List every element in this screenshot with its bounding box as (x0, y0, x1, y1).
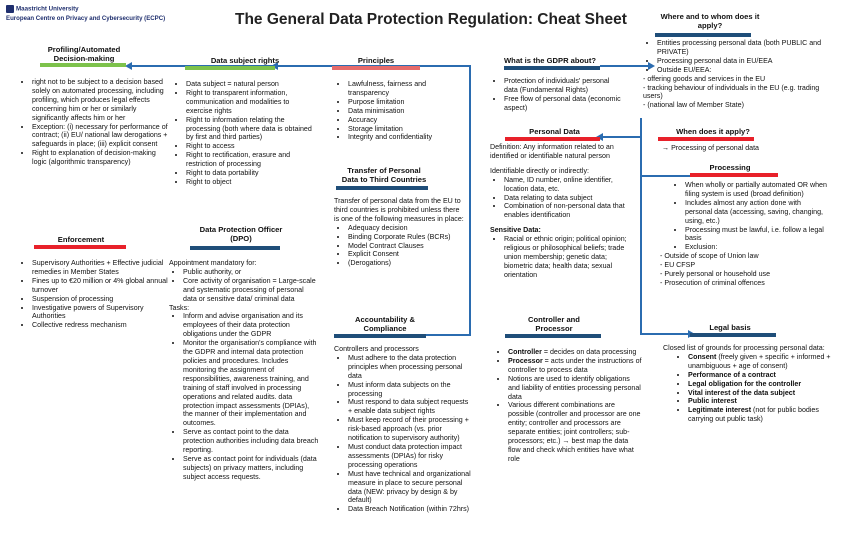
gdpr-about-bar (504, 66, 600, 70)
list-item: • Must inform data subjects on the processing (348, 381, 474, 399)
principles-section (334, 80, 464, 142)
vital-interest-term: Vital interest of the data subject (688, 388, 796, 397)
where-section (643, 39, 823, 110)
enforcement-bar (34, 245, 126, 249)
list-item (688, 406, 833, 424)
controller-heading: Controller and Processor (528, 315, 580, 333)
list-item (508, 375, 642, 402)
legal-basis-intro: Closed list of grounds for processing personal data: (663, 344, 825, 352)
dash-item: - Prosecution of criminal offences (660, 278, 765, 287)
dpo-bar (190, 246, 280, 250)
legitimate-interest-text: (not for public bodies carrying out public task) (688, 406, 819, 424)
contract-term: Performance of a contract (688, 370, 776, 379)
list-item: • Combination of non-personal data that enables identification (504, 202, 635, 220)
list-item: • Right to transparent information, communication and modalities to exercise rights (186, 89, 312, 116)
list-item (688, 380, 833, 389)
legal-basis-bar (690, 333, 776, 337)
consent-text: (freely given + specific + informed + unambiguous + age of consent) (688, 352, 831, 370)
list-item: • Data subject = natural person (186, 80, 312, 89)
list-item: • Outside EU/EEA: (657, 66, 823, 75)
transfer-intro: Transfer of personal data from the EU to third countries is prohibited unless there is one of the following measures in place: (334, 197, 464, 223)
list-item: • Serve as contact point for individuals (data subjects) on privacy matters, including subject access requests. (183, 455, 319, 482)
list-item: • Right to object (186, 178, 312, 187)
list-item: • Must have technical and organizational measure in place to secure personal data (NEW: privacy by design & by default) (348, 470, 474, 506)
subject-rights-bar (185, 66, 275, 70)
legal-basis-heading: Legal basis (709, 323, 751, 332)
transfer-section (334, 197, 464, 268)
controller-term: Controller (508, 348, 542, 356)
dpo-section (169, 259, 319, 482)
list-item: • Name, ID number, online identifier, location data, etc. (504, 176, 635, 194)
dash-item: - offering goods and services in the EU (643, 74, 766, 83)
list-item: • Explicit Consent (348, 250, 464, 259)
list-item: • Suspension of processing (32, 295, 168, 304)
list-item: • Must respond to data subject requests + enable data subject rights (348, 398, 474, 416)
list-item (688, 371, 833, 380)
transfer-heading: Transfer of Personal Data to Third Countries (341, 166, 427, 184)
list-item: • Processing must be lawful, i.e. follow a legal basis (685, 226, 830, 244)
processing-section (660, 181, 830, 288)
list-item (508, 357, 642, 375)
list-item (508, 401, 642, 463)
sensitive-label: Sensitive Data: (490, 226, 541, 235)
list-item: • Adequacy decision (348, 224, 464, 233)
logo (6, 5, 206, 22)
controller-text: = decides on data processing (541, 348, 637, 356)
list-item: • Lawfulness, fairness and transparency (348, 80, 464, 98)
personal-data-bar (505, 137, 600, 141)
list-item (688, 389, 833, 398)
list-item: • Protection of individuals' personal data (Fundamental Rights) (504, 77, 625, 95)
dpo-intro: Appointment mandatory for: (169, 259, 257, 267)
list-item: • (Derogations) (348, 259, 464, 268)
list-item: • Must keep record of their processing + risk-based approach (vs. prior notification to supervisory authority) (348, 416, 474, 443)
gdpr-about-section (490, 77, 625, 113)
gdpr-about-heading: What is the GDPR about? (504, 56, 596, 65)
list-item: • Public authority, or (183, 268, 319, 277)
connector-line (640, 118, 642, 333)
dpo-heading: Data Protection Officer (DPO) (199, 225, 283, 243)
list-item: • Supervisory Authorities + Effective judicial remedies in Member States (32, 259, 168, 277)
list-item: • Right to rectification, erasure and restriction of processing (186, 151, 312, 169)
list-item: • Right to information relating the processing (both where data is obtained by first and third parties) (186, 116, 312, 143)
connector-line (426, 334, 471, 336)
enforcement-heading: Enforcement (57, 235, 105, 244)
principles-bar (332, 66, 420, 70)
when-text: → Processing of personal data (662, 144, 760, 152)
arrow-left-icon (125, 62, 132, 70)
list-item: • Entities processing personal data (both PUBLIC and PRIVATE) (657, 39, 823, 57)
list-item: • right not to be subject to a decision based solely on automated processing, including profiling, which produces legal effects concerning him or her or similarly significantly affects him or her (32, 78, 168, 123)
list-item: • Inform and advise organisation and its employees of their data protection obligations under the GDPR (183, 312, 319, 339)
connector-line (640, 333, 690, 335)
list-item: • Must adhere to the data protection principles when processing personal data (348, 354, 474, 381)
list-item: • Right to data portability (186, 169, 312, 178)
processing-bar (690, 173, 778, 177)
personal-data-section (490, 143, 635, 280)
list-item: • Storage limitation (348, 125, 464, 134)
personal-data-definition: Definition: Any information related to an identified or identifiable natural person (490, 143, 614, 160)
list-item: • Right to explanation of decision-making logic (algorithmic transparency) (32, 149, 168, 167)
dash-item: - EU CFSP (660, 261, 696, 270)
list-item: • Free flow of personal data (economic aspect) (504, 95, 625, 113)
list-item: • Exclusion: (685, 243, 830, 252)
list-item: • Integrity and confidentiality (348, 133, 464, 142)
dash-item: - (national law of Member State) (643, 101, 744, 110)
list-item: • Monitor the organisation's compliance with the GDPR and internal data protection policies and procedures. Includes monitoring the assignment of responsibilities, awareness training, and training of staff involved in processing operations and related audits. data protection impact assessments (DPIAs), the manner of their implementation and outcomes. (183, 339, 319, 428)
accountability-intro: Controllers and processors (334, 345, 419, 353)
controller-bar (505, 334, 601, 338)
list-item: • Core activity of organisation = Large-scale and systematic processing of personal data or sensitive data/ criminal data (183, 277, 319, 304)
dash-item: - Outside of scope of Union law (660, 252, 759, 261)
university-name: Maastricht University (16, 5, 79, 13)
when-bar (658, 137, 754, 141)
dash-item: - tracking behaviour of individuals in the EU (e.g. trading users) (643, 83, 820, 101)
list-item: • Data Breach Notification (within 72hrs) (348, 505, 474, 514)
identifiable-label: Identifiable directly or indirectly: (490, 166, 589, 175)
university-logo-icon (6, 5, 14, 13)
profiling-bar (40, 63, 126, 67)
list-item (688, 397, 833, 406)
principles-heading: Principles (357, 56, 395, 65)
list-item: • Racial or ethnic origin; political opinion; religious or philosophical beliefs; trade union membership; genetic data; biometric data; health data; sexual orientation (504, 235, 635, 280)
public-interest-term: Public interest (688, 397, 737, 406)
dpo-tasks-label: Tasks: (169, 303, 190, 312)
connector-line (600, 136, 640, 138)
profiling-section (18, 78, 168, 167)
where-bar (655, 33, 751, 37)
connector-line (469, 65, 471, 335)
list-item: • Data minimisation (348, 107, 464, 116)
controller-section (494, 348, 642, 464)
subject-rights-heading: Data subject rights (210, 56, 280, 65)
accountability-heading: Accountability & Compliance (355, 315, 415, 333)
list-item: • Binding Corporate Rules (BCRs) (348, 233, 464, 242)
list-item (508, 348, 642, 357)
list-item: • Fines up to €20 million or 4% global annual turnover (32, 277, 168, 295)
processor-term: Processor (508, 356, 543, 365)
list-item: • Collective redress mechanism (32, 321, 168, 330)
processor-text: = acts under the instructions of controller to process data (508, 356, 642, 374)
subject-rights-section (172, 80, 312, 187)
profiling-heading: Profiling/Automated Decision-making (47, 45, 121, 63)
list-item: • Includes almost any action done with personal data (accessing, saving, changing, using, etc.) (685, 199, 830, 226)
legitimate-interest-term: Legitimate interest (688, 406, 752, 415)
list-item: • Purpose limitation (348, 98, 464, 107)
where-heading: Where and to whom does it apply? (660, 12, 760, 30)
dash-item: - Purely personal or household use (660, 270, 771, 279)
list-item: • When wholly or partially automated OR when filing system is used (broad definition) (685, 181, 830, 199)
list-item: • Right to access (186, 142, 312, 151)
list-item: • Model Contract Clauses (348, 242, 464, 251)
when-heading: When does it apply? (676, 127, 750, 136)
list-item: • Serve as contact point to the data protection authorities including data breach reporting. (183, 428, 319, 455)
page-title: The General Data Protection Regulation: Cheat Sheet (235, 11, 627, 28)
transfer-bar (336, 186, 428, 190)
combinations-text: Various different combinations are possible (controller and processor are one entity; controller and processors are separate entities; joint controllers; sub-processors; etc.) → best map the data flow and check which entities have what role (508, 401, 641, 463)
notions-text: Notions are used to identify obligations and liability of entities processing personal data (508, 374, 641, 401)
list-item: • Investigative powers of Supervisory Authorities (32, 304, 168, 322)
list-item: • Must conduct data protection impact assessments (DPIAs) for risky processing operations (348, 443, 474, 470)
list-item: • Processing personal data in EU/EEA (657, 57, 823, 66)
list-item: • Exception: (i) necessary for performance of contract; (ii) EU/ national law derogations + safeguards in place; (iii) explicit consent (32, 123, 168, 150)
consent-term: Consent (688, 352, 717, 361)
legal-obligation-term: Legal obligation for the controller (688, 379, 802, 388)
list-item (688, 353, 833, 371)
list-item: • Accuracy (348, 116, 464, 125)
centre-name: European Centre on Privacy and Cybersecurity (ECPC) (6, 15, 166, 22)
processing-heading: Processing (709, 163, 751, 172)
legal-basis-section (663, 344, 833, 424)
accountability-section (334, 345, 474, 514)
list-item: • Data relating to data subject (504, 194, 635, 203)
personal-data-heading: Personal Data (529, 127, 580, 136)
connector-line (640, 175, 690, 177)
enforcement-section (18, 259, 168, 330)
accountability-bar (334, 334, 426, 338)
